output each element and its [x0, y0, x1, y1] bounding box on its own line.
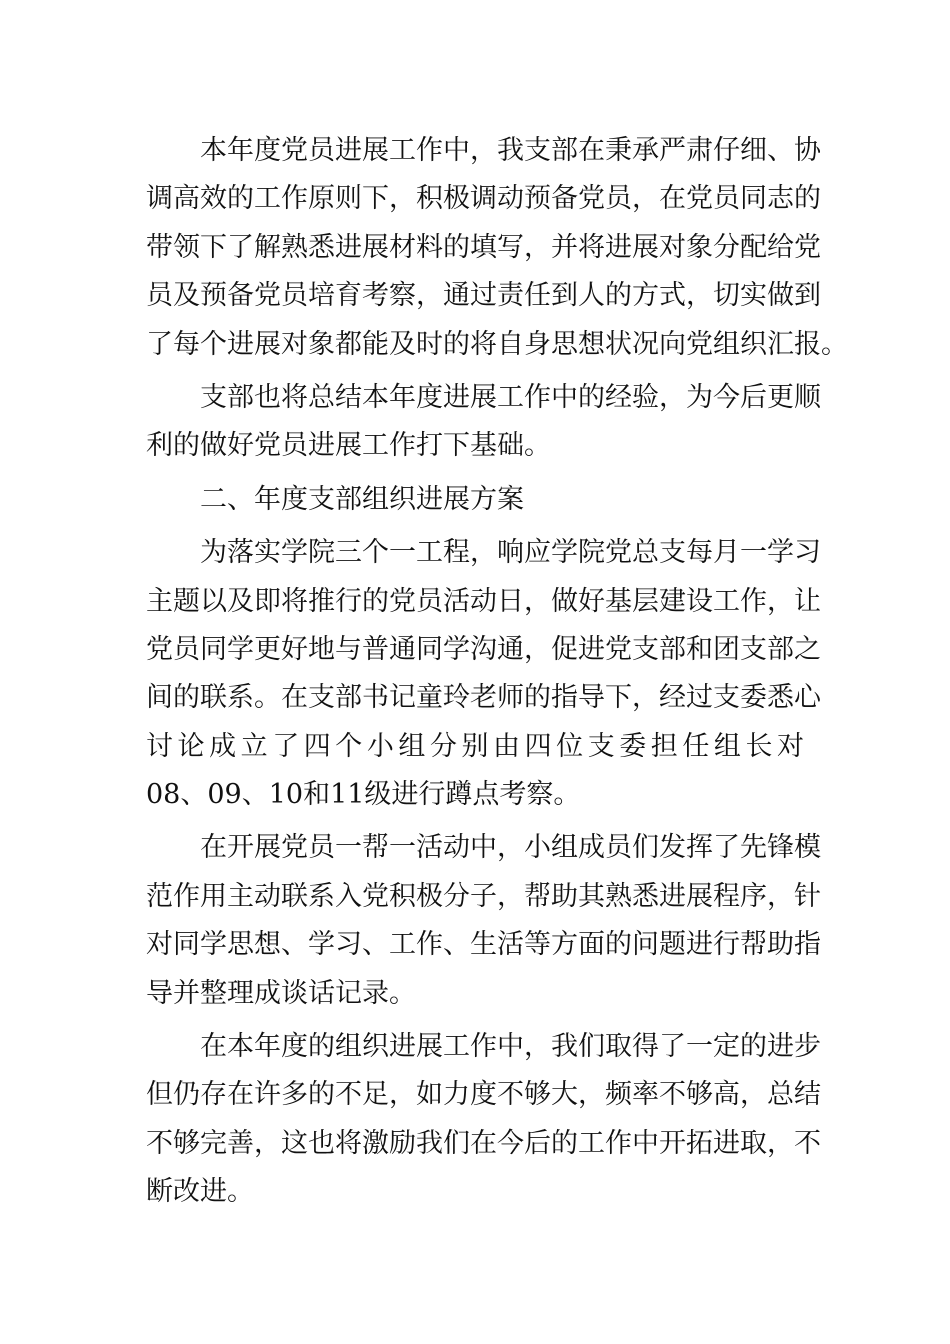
paragraph-party-member-development — [146, 127, 848, 369]
text-line: 主题以及即将推行的党员活动日，做好基层建设工作，让 — [146, 585, 821, 617]
text-line: 断改进。 — [146, 1176, 254, 1208]
paragraph-summary-experience — [146, 374, 821, 471]
text-line: 了每个进展对象都能及时的将自身思想状况向党组织汇报。 — [146, 328, 848, 360]
text-line: 范作用主动联系入党积极分子，帮助其熟悉进展程序，针 — [146, 880, 821, 912]
paragraph-shortcomings — [146, 1023, 821, 1217]
text-line: 为落实学院三个一工程，响应学院党总支每月一学习 — [200, 537, 821, 569]
text-line: 间的联系。在支部书记童玲老师的指导下，经过支委悉心 — [146, 682, 821, 714]
text-line: 支部也将总结本年度进展工作中的经验，为今后更顺 — [200, 381, 821, 413]
text-line: 在本年度的组织进展工作中，我们取得了一定的进步 — [200, 1031, 821, 1063]
text-line: 但仍存在许多的不足，如力度不够大，频率不够高，总结 — [146, 1079, 821, 1111]
text-line: 调高效的工作原则下，积极调动预备党员，在党员同志的 — [146, 183, 821, 215]
text-line: 党员同学更好地与普通同学沟通，促进党支部和团支部之 — [146, 633, 821, 665]
document-body — [146, 127, 848, 1222]
paragraph-one-to-one-activity — [146, 824, 821, 1018]
text-line: 本年度党员进展工作中，我支部在秉承严肃仔细、协 — [200, 135, 821, 166]
text-line: 08、09、10和11级进行蹲点考察。 — [146, 779, 581, 811]
text-line: 在开展党员一帮一活动中，小组成员们发挥了先锋模 — [200, 832, 821, 864]
text-line: 员及预备党员培育考察，通过责任到人的方式，切实做到 — [146, 280, 821, 312]
text-line: 利的做好党员进展工作打下基础。 — [146, 430, 551, 462]
section-heading-text: 二、年度支部组织进展方案 — [200, 483, 524, 515]
text-line: 讨论成立了四个小组分别由四位支委担任组长对 — [146, 730, 804, 762]
text-line: 不够完善，这也将激励我们在今后的工作中开拓进取，不 — [146, 1127, 821, 1159]
text-line: 带领下了解熟悉进展材料的填写，并将进展对象分配给党 — [146, 231, 821, 263]
text-line: 导并整理成谈话记录。 — [146, 977, 416, 1009]
section-heading — [146, 476, 804, 524]
text-line: 对同学思想、学习、工作、生活等方面的问题进行帮助指 — [146, 929, 821, 961]
paragraph-plan-details — [146, 529, 821, 819]
